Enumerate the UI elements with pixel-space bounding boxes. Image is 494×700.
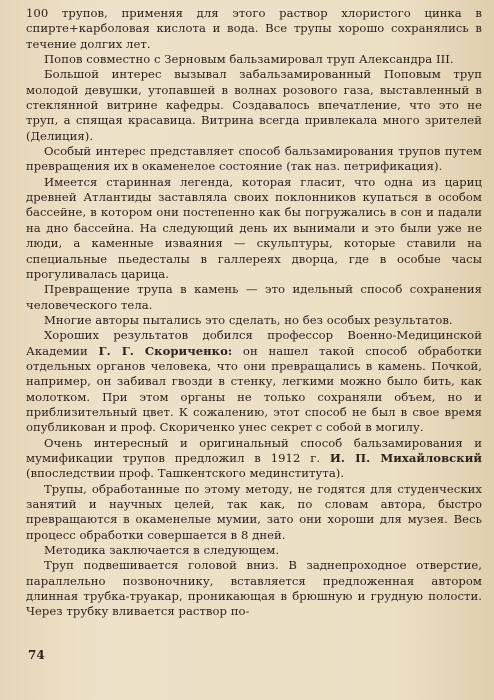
paragraph-10: Трупы, обработанные по этому методу, не годятся для студенческих занятий и научных целей, так как, по словам автора, быстро превращаются в окаменелые мумии, зато они хороши для музея. Весь процесс обработки совершается в 8 дней.: [26, 481, 482, 542]
paragraph-1: 100 трупов, применяя для этого раствор хлористого цинка в спирте+карболовая кислота и вода. Все трупы хорошо сохранялись в течение долгих лет.: [26, 6, 482, 51]
paragraph-7: Многие авторы пытались это сделать, но без особых результатов.: [44, 312, 453, 327]
paragraph-8: Хороших результатов добился профессор Военно-Медицинской Академии Г. Г. Скориченко: он нашел такой способ обработки отдельных органов человека, что они превращались в камень. Почкой, например, он забивал гвозди в стенку, легкими можно было бить, как молотком. При этом органы не только сохраняли объем, но и приблизительный цвет. К сожалению, этот способ не был в свое время опубликован и проф. Скориченко унес секрет с собой в могилу.: [26, 328, 483, 435]
paragraph-5: Имеется старинная легенда, которая гласит, что одна из цариц древней Атлантиды заставляла своих поклонников купаться в особом бассейне, в котором они постепенно как бы погружались в сон и падали на дно бассейна. На следующий день их вынимали и это были уже не люди, а каменные изваяния — скульптуры, которые ставили на специальные пьедесталы в галлереях дворца, где в особые часы прогуливалась царица.: [26, 174, 482, 281]
paragraph-3: Большой интерес вызывал забальзамированный Поповым труп молодой девушки, утопавшей в волнах розового газа, выставленный в стеклянной витрине кафедры. Создавалось впечатление, что это не труп, а спящая красавица. Витрина всегда привлекала много зрителей (Делиция).: [26, 67, 482, 143]
paragraph-9: Очень интересный и оригинальный способ бальзамирования и мумификации трупов предложил в 1912 г. И. П. Михайловский (впоследствии проф. Ташкентского мединститута).: [26, 435, 483, 481]
paragraph-6: Превращение трупа в камень — это идельный способ сохранения человеческого тела.: [26, 282, 482, 312]
author-name-skorichenko: Г. Г. Скориченко:: [98, 343, 233, 358]
paragraph-2: Попов совместно с Зерновым бальзамировал труп Александра III.: [44, 52, 454, 67]
author-name-mikhailovsky: И. П. Михайловский: [329, 450, 483, 465]
paragraph-11: Методика заключается в следующем.: [44, 543, 280, 558]
page-number: 74: [28, 648, 45, 662]
paragraph-4: Особый интерес представляет способ бальзамирования трупов путем превращения их в окаменелое состояние (так наз. петрификация).: [26, 144, 482, 174]
paragraph-12: Труп подвешивается головой вниз. В заднепроходное отверстие, параллельно позвоночнику, вставляется предложенная автором длинная трубка-труакар, проникающая в брюшную и грудную полости. Через трубку вливается раствор по-: [26, 558, 482, 619]
